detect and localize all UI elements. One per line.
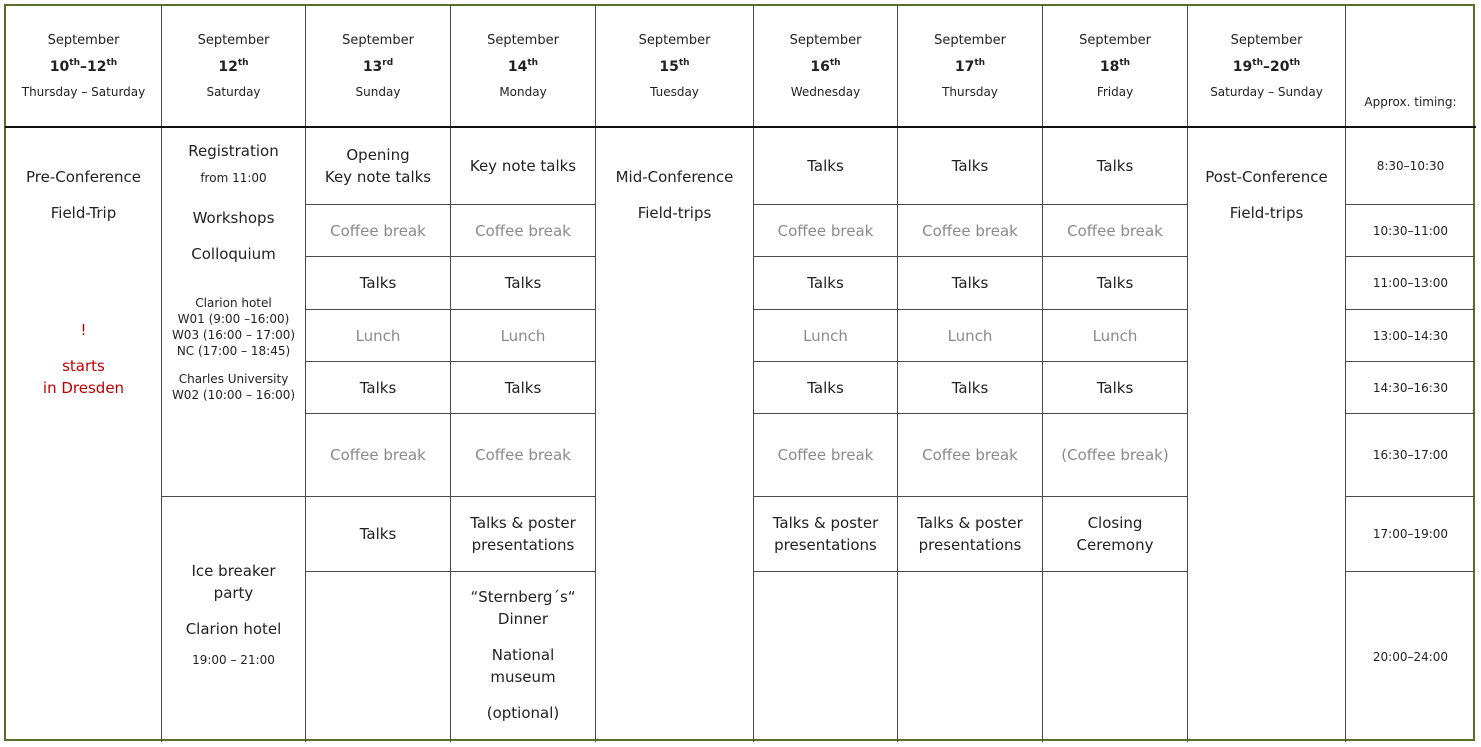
header-date: 14th <box>507 58 539 75</box>
venue-charles-university: Charles University <box>178 372 289 386</box>
header-month: September <box>1079 33 1151 48</box>
mid-conference-cell <box>596 140 753 250</box>
timing-slot <box>1346 572 1475 741</box>
talks-label: Talks <box>951 274 989 292</box>
pre-conference-note-line1: starts <box>62 357 105 375</box>
talks-label: Talks <box>359 525 397 543</box>
timing-slot <box>1346 497 1475 571</box>
timing-slot <box>1346 310 1475 361</box>
dinner-label-line2: Dinner <box>497 610 549 628</box>
mid-conference-title: Mid-Conference <box>615 168 734 186</box>
post-conference-cell <box>1188 140 1345 250</box>
talks-label: Talks <box>1096 274 1134 292</box>
talks-label: Talks <box>1096 378 1134 397</box>
header-date: 17th <box>954 58 986 75</box>
talks-label: Talks <box>807 274 844 292</box>
coffee-label: Coffee break <box>475 446 571 464</box>
talks-label: Talks <box>504 274 542 292</box>
wed16-talks <box>754 128 897 204</box>
mon14-lunch <box>451 310 595 361</box>
workshop-w01: W01 (9:00 –16:00) <box>177 312 290 326</box>
header-date: 13rd <box>362 58 394 75</box>
timing-label: Approx. timing: <box>1364 95 1457 109</box>
header-divider <box>5 126 1476 128</box>
sat12-upper <box>162 140 305 452</box>
coffee-label: Coffee break <box>475 221 571 240</box>
header-month: September <box>197 33 270 48</box>
mon14-poster <box>451 497 595 571</box>
poster-label-line1: Talks & poster <box>772 514 879 532</box>
timing-slot <box>1346 205 1475 256</box>
header-date: 19th–20th <box>1232 58 1301 75</box>
mon14-dinner <box>451 586 595 731</box>
sun13-coffee <box>306 205 450 256</box>
header-month: September <box>342 33 414 48</box>
header-weekday: Saturday <box>206 85 261 99</box>
header-weekday: Thursday – Saturday <box>21 85 146 99</box>
coffee-label: (Coffee break) <box>1061 446 1169 464</box>
header-month: September <box>487 33 559 48</box>
sat12-icebreaker <box>162 560 305 680</box>
icebreaker-line2: party <box>213 584 254 602</box>
registration-time: from 11:00 <box>200 171 267 185</box>
workshops-label: Workshops <box>192 209 275 227</box>
wed16-talks2 <box>754 257 897 309</box>
coffee-label: Coffee break <box>922 221 1018 240</box>
header-date: 10th–12th <box>49 58 118 75</box>
header-weekday: Wednesday <box>790 85 861 99</box>
thu17-poster <box>898 497 1042 571</box>
header-date: 15th <box>659 58 690 75</box>
sun13-talks3 <box>306 497 450 571</box>
sun13-talks2 <box>306 362 450 413</box>
pre-conference-cell <box>6 140 161 250</box>
talks-label: Talks <box>359 378 397 397</box>
header-date: 16th <box>810 58 841 75</box>
lunch-label: Lunch <box>1092 326 1138 345</box>
row-divider <box>305 571 595 572</box>
thu17-lunch <box>898 310 1042 361</box>
fri18-coffee2 <box>1043 414 1187 496</box>
sun13-opening <box>306 128 450 204</box>
pre-conference-note-line2: in Dresden <box>42 379 125 397</box>
sun13-talks <box>306 257 450 309</box>
poster-label-line1: Talks & poster <box>470 514 576 532</box>
optional-label: (optional) <box>486 704 560 722</box>
fri18-lunch <box>1043 310 1187 361</box>
wed16-poster <box>754 497 897 571</box>
icebreaker-venue: Clarion hotel <box>185 620 282 638</box>
header-sep-17 <box>898 6 1042 126</box>
timing-value: 11:00–13:00 <box>1372 276 1449 290</box>
header-sep-16 <box>754 6 897 126</box>
coffee-label: Coffee break <box>1067 221 1163 240</box>
lunch-label: Lunch <box>803 326 848 345</box>
mon14-coffee <box>451 205 595 256</box>
talks-label: Talks <box>359 274 397 292</box>
fri18-talks3 <box>1043 362 1187 413</box>
closing-label-line2: Ceremony <box>1076 536 1154 554</box>
timing-slot <box>1346 414 1475 496</box>
poster-label-line2: presentations <box>918 536 1022 554</box>
post-conference-subtitle: Field-trips <box>1229 204 1304 222</box>
header-month: September <box>789 33 862 48</box>
header-weekday: Sunday <box>355 85 401 99</box>
wed16-lunch <box>754 310 897 361</box>
header-sep-15 <box>596 6 753 126</box>
timing-value: 17:00–19:00 <box>1372 527 1449 541</box>
dinner-label-line1: “Sternberg´s“ <box>470 588 576 606</box>
header-sep-18 <box>1043 6 1187 126</box>
wed16-coffee2 <box>754 414 897 496</box>
thu17-coffee2 <box>898 414 1042 496</box>
opening-label: Opening <box>346 146 410 164</box>
talks-label: Talks <box>1096 157 1134 175</box>
timing-slot <box>1346 257 1475 309</box>
header-sep-10-12 <box>6 6 161 126</box>
post-conference-title: Post-Conference <box>1205 168 1328 186</box>
alert-mark: ! <box>80 321 87 339</box>
timing-value: 13:00–14:30 <box>1372 328 1449 343</box>
talks-label: Talks <box>807 378 844 397</box>
talks-label: Talks <box>951 378 989 397</box>
colloquium-label: Colloquium <box>191 245 276 263</box>
workshop-w02: W02 (10:00 – 16:00) <box>171 388 296 402</box>
header-date: 12th <box>218 58 249 75</box>
mon14-talks2 <box>451 362 595 413</box>
timing-value: 8:30–10:30 <box>1376 159 1445 173</box>
thu17-talks3 <box>898 362 1042 413</box>
mid-conference-subtitle: Field-trips <box>637 204 712 222</box>
header-date: 18th <box>1099 58 1131 75</box>
timing-slot <box>1346 362 1475 413</box>
coffee-label: Coffee break <box>777 446 874 464</box>
header-sep-12 <box>162 6 305 126</box>
header-weekday: Monday <box>499 85 547 99</box>
talks-label: Talks <box>504 378 542 397</box>
keynote-label: Key note talks <box>324 168 432 186</box>
poster-label-line1: Talks & poster <box>917 514 1023 532</box>
wed16-talks3 <box>754 362 897 413</box>
museum-label-line2: museum <box>490 668 556 686</box>
coffee-label: Coffee break <box>330 446 426 464</box>
pre-conference-subtitle: Field-Trip <box>50 204 117 222</box>
thu17-talks <box>898 128 1042 204</box>
mon14-keynote <box>451 128 595 204</box>
lunch-label: Lunch <box>947 326 993 345</box>
poster-label-line2: presentations <box>774 536 877 554</box>
talks-label: Talks <box>951 157 989 175</box>
workshop-w03: W03 (16:00 – 17:00) <box>171 328 296 342</box>
timing-value: 16:30–17:00 <box>1372 448 1449 462</box>
thu17-coffee <box>898 205 1042 256</box>
fri18-closing <box>1043 497 1187 571</box>
venue-clarion: Clarion hotel <box>195 296 272 310</box>
lunch-label: Lunch <box>500 326 546 345</box>
header-weekday: Thursday <box>942 85 998 99</box>
lunch-label: Lunch <box>355 326 401 345</box>
sun13-lunch <box>306 310 450 361</box>
talks-label: Talks <box>807 157 844 175</box>
header-month: September <box>1230 33 1303 48</box>
pre-conference-title: Pre-Conference <box>26 168 141 186</box>
keynote-label: Key note talks <box>469 157 577 175</box>
header-sep-14 <box>451 6 595 126</box>
wed16-coffee <box>754 205 897 256</box>
icebreaker-line1: Ice breaker <box>191 562 276 580</box>
fri18-talks2 <box>1043 257 1187 309</box>
timing-value: 20:00–24:00 <box>1372 649 1449 664</box>
timing-slot <box>1346 128 1475 204</box>
coffee-label: Coffee break <box>922 446 1018 464</box>
header-weekday: Friday <box>1096 85 1134 99</box>
registration-label: Registration <box>188 142 279 160</box>
timing-value: 14:30–16:30 <box>1372 380 1449 395</box>
fri18-coffee <box>1043 205 1187 256</box>
timing-value: 10:30–11:00 <box>1372 223 1449 238</box>
poster-label-line2: presentations <box>471 536 575 554</box>
header-sep-13 <box>306 6 450 126</box>
row-divider <box>753 571 1187 572</box>
header-timing <box>1346 80 1475 124</box>
fri18-talks <box>1043 128 1187 204</box>
coffee-label: Coffee break <box>330 221 426 240</box>
icebreaker-time: 19:00 – 21:00 <box>192 653 275 667</box>
closing-label-line1: Closing <box>1087 514 1143 532</box>
mon14-coffee2 <box>451 414 595 496</box>
header-month: September <box>934 33 1006 48</box>
header-sep-19-20 <box>1188 6 1345 126</box>
mon14-talks <box>451 257 595 309</box>
coffee-label: Coffee break <box>777 221 874 240</box>
header-weekday: Tuesday <box>650 85 699 99</box>
header-weekday: Saturday – Sunday <box>1210 85 1323 99</box>
header-month: September <box>638 33 711 48</box>
thu17-talks2 <box>898 257 1042 309</box>
sun13-coffee2 <box>306 414 450 496</box>
header-month: September <box>47 33 120 48</box>
workshop-nc: NC (17:00 – 18:45) <box>176 344 291 358</box>
pre-conference-note <box>6 314 161 404</box>
museum-label-line1: National <box>491 646 555 664</box>
